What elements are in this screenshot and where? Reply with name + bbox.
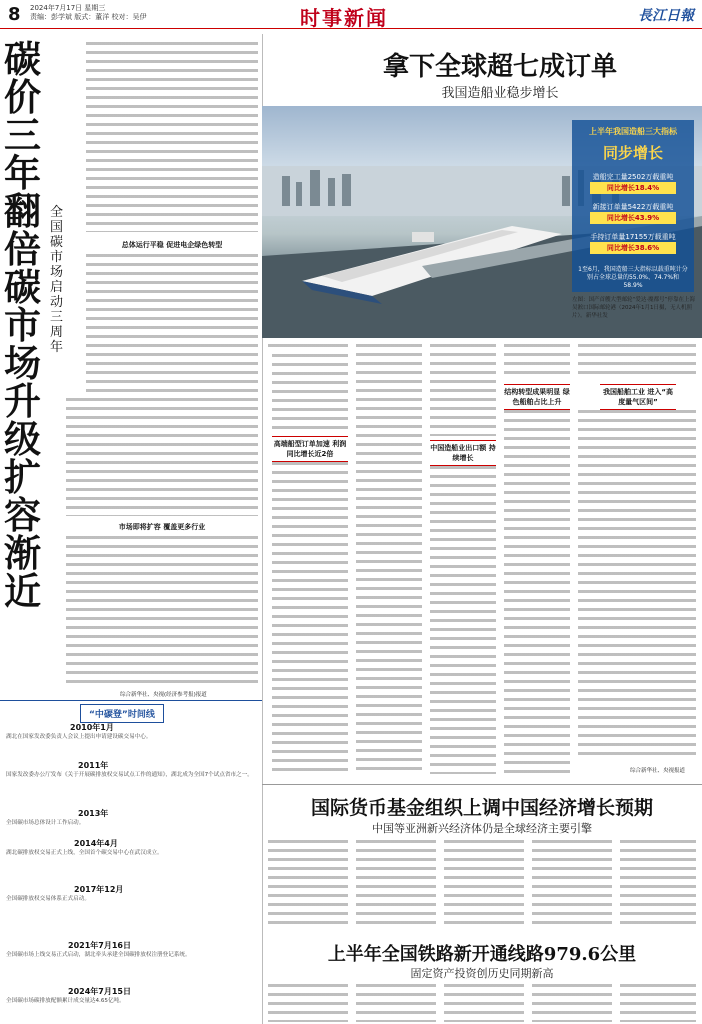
stat-growth: 同比增长38.6% — [590, 242, 676, 254]
infobox-footnote: 1至6月，我国造船三大指标以载重吨计分别占全球总量的55.0%、74.7%和58.9% — [578, 266, 688, 289]
article-kicker: 全国碳市场启动三周年 — [50, 205, 64, 355]
article-headline: 拿下全球超七成订单 — [382, 52, 617, 82]
article-body — [620, 840, 696, 930]
article-body — [268, 984, 348, 1022]
issue-date: 2024年7月17日 星期三 — [30, 4, 106, 12]
stats-infobox — [572, 120, 694, 292]
article-subhead: 市场即将扩容 覆盖更多行业 — [118, 523, 206, 531]
infobox-title: 上半年我国造船三大指标 — [589, 127, 677, 136]
timeline-entry: 全国碳排放权交易体系正式启动。 — [6, 896, 90, 902]
article-body — [430, 466, 496, 774]
article-body — [532, 840, 612, 930]
article-source: 综合新华社、央视报道 — [630, 768, 686, 774]
article-body — [356, 840, 436, 930]
article-headline: 碳价三年翻倍 碳市场升级扩容渐近 — [4, 37, 41, 613]
timeline-year: 2014年4月 — [74, 839, 118, 848]
stat-label: 手持订单量17155万载重吨 — [590, 233, 676, 241]
article-subheadline: 中国等亚洲新兴经济体仍是全球经济主要引擎 — [372, 822, 592, 835]
stat-growth: 同比增长18.4% — [590, 182, 676, 194]
article-body — [578, 344, 696, 380]
article-subhead: 中国造船业出口额 持续增长 — [430, 440, 496, 466]
article-body — [532, 984, 612, 1022]
article-body — [504, 344, 570, 380]
timeline-entry: 全国碳市场总体设计工作启动。 — [6, 820, 85, 826]
timeline-title: “中碳登”时间线 — [80, 704, 164, 723]
article-body — [268, 840, 348, 930]
article-body — [444, 840, 524, 930]
timeline-entry: 湖北在国家发改委负责人会议上提出申请建设碳交易中心。 — [6, 734, 152, 740]
article-body — [272, 354, 348, 432]
stat-growth: 同比增长43.9% — [590, 212, 676, 224]
page-header — [0, 0, 702, 29]
photo-caption: 左图：国产首艘大型邮轮“爱达·魔都号”停靠在上海吴淞口国际邮轮港（2024年1月1日摄，无人机照片）。新华社发 — [572, 297, 695, 319]
editor-credits: 责编：彭学斌 版式：董洋 校对：吴伊 — [30, 13, 147, 21]
stat-label: 新接订单量5422万载重吨 — [592, 203, 674, 211]
article-body — [444, 984, 524, 1022]
article-body — [86, 254, 258, 394]
article-body — [272, 462, 348, 774]
article-body — [356, 344, 422, 774]
newspaper-logo: 長江日報 — [638, 8, 694, 24]
section-title: 时事新闻 — [300, 6, 388, 30]
timeline-entry: 全国碳市场碳排放配额累计成交量达4.65亿吨。 — [6, 998, 125, 1004]
article-body — [66, 536, 258, 686]
timeline-year: 2013年 — [78, 809, 109, 818]
article-body — [504, 410, 570, 774]
stat-label: 造船完工量2502万载重吨 — [592, 173, 674, 181]
timeline-entry: 全国碳市场上线交易正式启动，湖北牵头承建全国碳排放权注册登记系统。 — [6, 952, 191, 958]
article-subheadline: 固定资产投资创历史同期新高 — [410, 967, 554, 980]
article-source: 综合新华社、央视(经济参考报)报道 — [120, 692, 207, 698]
date-line — [30, 4, 146, 22]
article-headline: 上半年全国铁路新开通线路979.6公里 — [327, 944, 637, 965]
article-body — [578, 410, 696, 760]
article-headline: 国际货币基金组织上调中国经济增长预期 — [310, 797, 653, 819]
timeline-year: 2011年 — [78, 761, 109, 770]
article-subhead: 总体运行平稳 促进电企绿色转型 — [121, 241, 223, 249]
infobox-headline: 同步增长 — [602, 144, 663, 162]
page-number: 8 — [8, 4, 21, 25]
timeline-year: 2024年7月15日 — [68, 987, 131, 996]
article-body — [268, 344, 348, 350]
timeline-year: 2010年1月 — [70, 723, 114, 732]
timeline-entry: 湖北碳排放权交易正式上线，全国首个碳交易中心在武汉成立。 — [6, 850, 163, 856]
article-body — [620, 984, 696, 1022]
article-body — [66, 398, 258, 516]
article-subhead: 我国船舶工业 进入“高度量气区间” — [600, 384, 676, 410]
article-subheadline: 我国造船业稳步增长 — [441, 86, 559, 101]
article-body — [356, 984, 436, 1022]
article-subhead: 高端船型订单加速 利润同比增长近2倍 — [272, 436, 348, 462]
article-subhead: 结构转型成果明显 绿色船舶占比上升 — [504, 384, 570, 410]
timeline-year: 2017年12月 — [74, 885, 124, 894]
article-body — [86, 42, 258, 232]
timeline-entry: 国家发改委办公厅发布《关于开展碳排放权交易试点工作的通知》，湖北成为全国7个试点省市之一。 — [6, 772, 253, 778]
timeline-year: 2021年7月16日 — [68, 941, 131, 950]
article-body — [430, 344, 496, 436]
